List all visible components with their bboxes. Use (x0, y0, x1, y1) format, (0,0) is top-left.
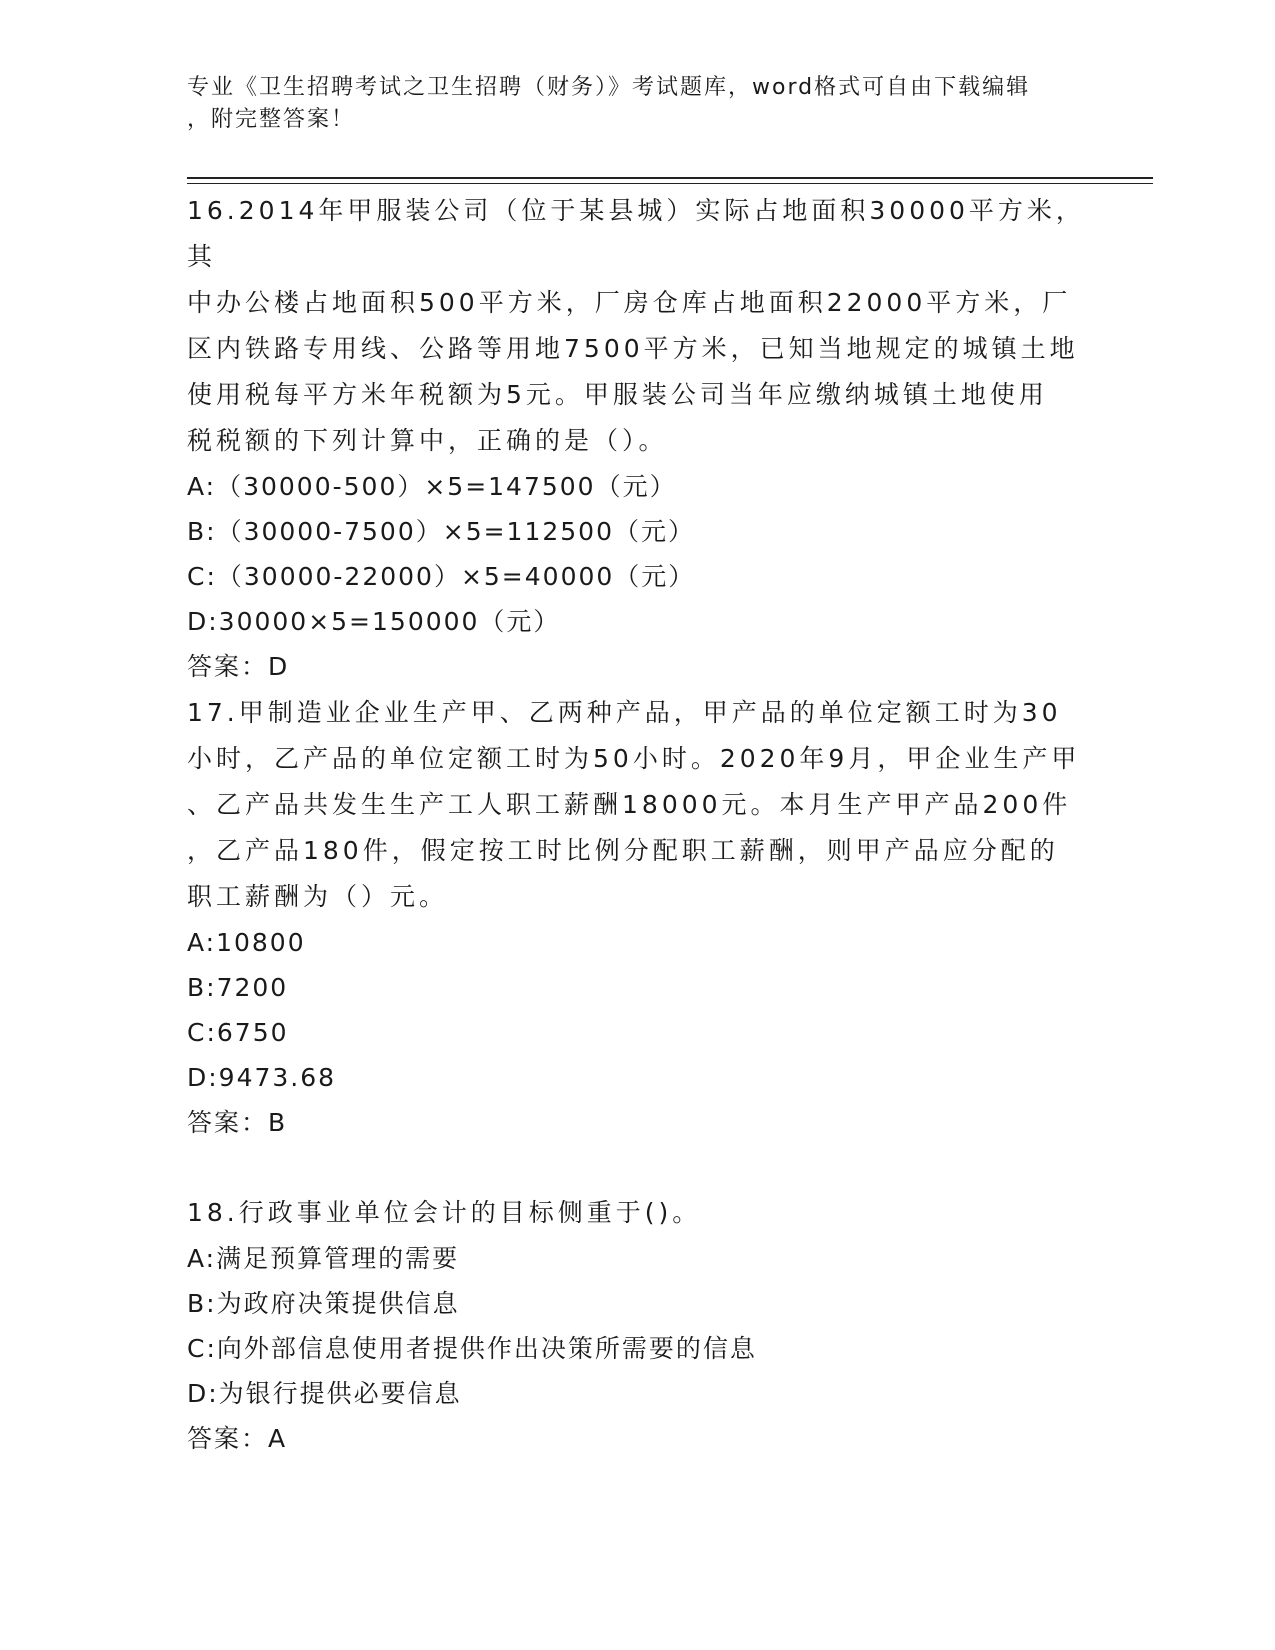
option-b: B:（30000-7500）×5=112500（元） (187, 517, 695, 546)
question-16 (187, 188, 1087, 690)
question-text-line: 18.行政事业单位会计的目标侧重于()。 (187, 1198, 702, 1227)
question-18 (187, 1190, 1087, 1462)
option-d: D:30000×5=150000（元） (187, 607, 561, 636)
option-a: A:10800 (187, 928, 306, 957)
question-text-line: 中办公楼占地面积500平方米，厂房仓库占地面积22000平方米，厂 (187, 288, 1072, 317)
question-text-line: ，乙产品180件，假定按工时比例分配职工薪酬，则甲产品应分配的 (187, 836, 1059, 865)
question-text-line: 、乙产品共发生生产工人职工薪酬18000元。本月生产甲产品200件 (187, 790, 1072, 819)
question-text-line: 17.甲制造业企业生产甲、乙两种产品，甲产品的单位定额工时为30 (187, 698, 1062, 727)
option-b: B:为政府决策提供信息 (187, 1289, 460, 1318)
option-c: C:向外部信息使用者提供作出决策所需要的信息 (187, 1334, 757, 1363)
option-b: B:7200 (187, 973, 289, 1002)
document-header (187, 72, 1087, 136)
option-c: C:（30000-22000）×5=40000（元） (187, 562, 696, 591)
question-text-line: 职工薪酬为（）元。 (187, 882, 449, 911)
question-17 (187, 690, 1087, 1146)
header-line-2: ，附完整答案！ (187, 107, 356, 132)
option-d: D:9473.68 (187, 1063, 337, 1092)
header-divider-thick (187, 177, 1153, 179)
option-c: C:6750 (187, 1018, 289, 1047)
question-text-line: 小时，乙产品的单位定额工时为50小时。2020年9月，甲企业生产甲 (187, 744, 1081, 773)
option-a: A:满足预算管理的需要 (187, 1244, 460, 1273)
question-text-line: 使用税每平方米年税额为5元。甲服装公司当年应缴纳城镇土地使用 (187, 380, 1048, 409)
question-text-line: 税税额的下列计算中，正确的是（）。 (187, 426, 668, 455)
answer: 答案：D (187, 652, 290, 681)
question-text-line: 16.2014年甲服装公司（位于某县城）实际占地面积30000平方米，其 (187, 196, 1085, 271)
header-divider-thin (187, 183, 1153, 184)
header-line-1: 专业《卫生招聘考试之卫生招聘（财务）》考试题库，word格式可自由下载编辑 (187, 75, 1031, 100)
answer: 答案：B (187, 1108, 288, 1137)
question-text-line: 区内铁路专用线、公路等用地7500平方米，已知当地规定的城镇土地 (187, 334, 1079, 363)
answer: 答案：A (187, 1424, 288, 1453)
option-a: A:（30000-500）×5=147500（元） (187, 472, 677, 501)
option-d: D:为银行提供必要信息 (187, 1379, 462, 1408)
